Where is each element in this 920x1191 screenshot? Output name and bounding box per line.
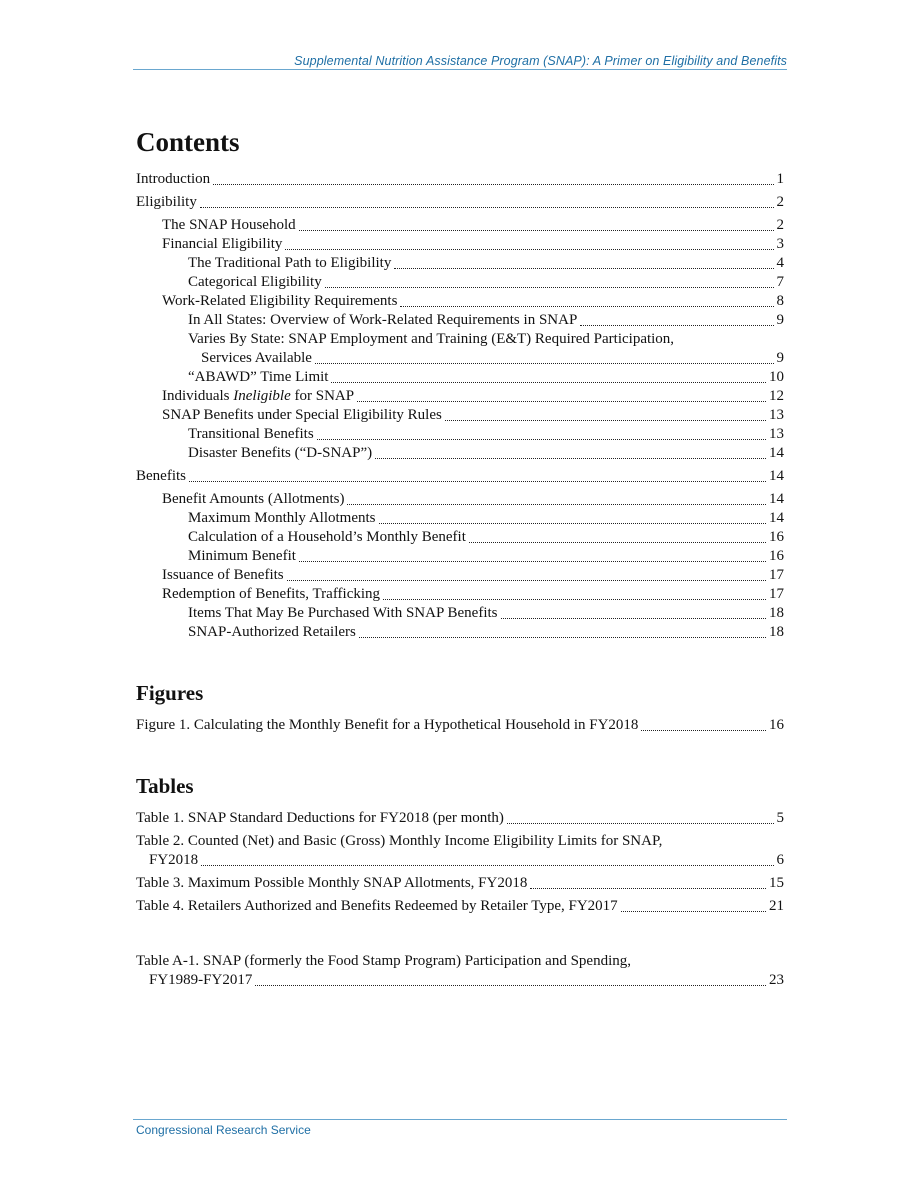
toc-entry-title: Categorical Eligibility [188,274,322,290]
toc-entry-title: “ABAWD” Time Limit [188,369,329,385]
toc-entry-transitional-benefits[interactable] [136,425,784,444]
toc-entry-benefit-amounts[interactable] [136,490,784,509]
toc-entry-continuation [136,851,784,870]
dot-leader [285,249,773,250]
table-of-contents [136,122,784,990]
footer-rule [133,1119,787,1120]
dot-leader [359,637,766,638]
toc-entry-work-related-requirements[interactable] [136,292,784,311]
dot-leader [255,985,766,986]
toc-entry-disaster-benefits[interactable] [136,444,784,463]
toc-entry-title: Transitional Benefits [188,426,314,442]
toc-entry-title-line1: Table A-1. SNAP (formerly the Food Stamp Program) Participation and Spending, [136,953,631,969]
toc-entry-page: 14 [769,445,784,461]
toc-entry-title: Introduction [136,171,211,187]
toc-entry-page: 5 [776,810,784,826]
toc-entry-page: 16 [769,529,784,545]
dot-leader [530,888,766,889]
contents-heading: Contents [136,127,240,157]
toc-entry-title: Eligibility [136,194,197,210]
toc-entry-title: Items That May Be Purchased With SNAP Benefits [188,605,498,621]
toc-entry-page: 9 [776,312,784,328]
dot-leader [201,865,773,866]
tables-heading: Tables [136,774,194,798]
toc-entry-in-all-states[interactable] [136,311,784,330]
toc-entry-introduction[interactable] [136,170,784,189]
toc-entry-table-a1[interactable] [136,952,784,990]
dot-leader [621,911,766,912]
toc-entry-eligibility[interactable] [136,193,784,212]
toc-entry-title: SNAP-Authorized Retailers [188,624,356,640]
toc-entry-title: Table 4. Retailers Authorized and Benefits Redeemed by Retailer Type, FY2017 [136,898,618,914]
toc-entry-page: 13 [769,407,784,423]
dot-leader [501,618,767,619]
dot-leader [445,420,766,421]
dot-leader [375,458,766,459]
toc-entry-calculation-of-benefit[interactable] [136,528,784,547]
toc-entry-items-purchased[interactable] [136,604,784,623]
toc-entry-page: 21 [769,898,784,914]
toc-entry-page: 12 [769,388,784,404]
toc-entry-title: The SNAP Household [162,217,296,233]
dot-leader [189,481,766,482]
toc-entry-table-3[interactable] [136,874,784,893]
toc-entry-title: In All States: Overview of Work-Related Requirements in SNAP [188,312,578,328]
figures-heading: Figures [136,681,204,705]
toc-entry-redemption-trafficking[interactable] [136,585,784,604]
running-header: Supplemental Nutrition Assistance Program (SNAP): A Primer on Eligibility and Benefits [294,54,787,68]
dot-leader [580,325,773,326]
toc-entry-title: The Traditional Path to Eligibility [188,255,392,271]
dot-leader [383,599,766,600]
toc-entry-special-eligibility-rules[interactable] [136,406,784,425]
toc-entry-table-2[interactable] [136,832,784,870]
toc-entry-table-4[interactable] [136,897,784,916]
toc-entry-title-line1: Table 2. Counted (Net) and Basic (Gross) Monthly Income Eligibility Limits for SNAP, [136,833,663,849]
toc-entry-page: 18 [769,605,784,621]
toc-entry-continuation [188,349,784,368]
toc-entry-page: 2 [776,194,784,210]
toc-entry-title: Calculation of a Household’s Monthly Benefit [188,529,466,545]
toc-entry-authorized-retailers[interactable] [136,623,784,642]
toc-entry-continuation [136,971,784,990]
toc-entry-title: Figure 1. Calculating the Monthly Benefit for a Hypothetical Household in FY2018 [136,717,639,733]
toc-entry-snap-household[interactable] [136,216,784,235]
toc-entry-title: Table 1. SNAP Standard Deductions for FY2018 (per month) [136,810,504,826]
toc-entry-title-line1: Varies By State: SNAP Employment and Training (E&T) Required Participation, [188,331,675,347]
toc-entry-title-line2: Services Available [201,350,312,366]
dot-leader [317,439,766,440]
toc-entry-title: Financial Eligibility [162,236,283,252]
toc-entry-figure-1[interactable] [136,716,784,735]
dot-leader [200,207,774,208]
toc-entry-page: 17 [769,567,784,583]
dot-leader [331,382,766,383]
toc-entry-individuals-ineligible[interactable] [136,387,784,406]
dot-leader [394,268,773,269]
dot-leader [469,542,766,543]
toc-entry-page: 17 [769,586,784,602]
toc-entry-page: 14 [769,510,784,526]
toc-entry-maximum-monthly-allotments[interactable] [136,509,784,528]
toc-entry-page: 1 [776,171,784,187]
toc-entry-title: Maximum Monthly Allotments [188,510,376,526]
dot-leader [213,184,773,185]
toc-entry-issuance-of-benefits[interactable] [136,566,784,585]
dot-leader [357,401,766,402]
title-suffix: for SNAP [290,388,355,404]
dot-leader [299,230,774,231]
toc-entry-title: Minimum Benefit [188,548,296,564]
title-prefix: Individuals [162,388,234,404]
dot-leader [641,730,766,731]
dot-leader [325,287,774,288]
toc-entry-title: Benefit Amounts (Allotments) [162,491,345,507]
dot-leader [379,523,766,524]
toc-entry-page: 14 [769,491,784,507]
toc-entry-title-line2: FY2018 [149,852,199,868]
toc-entry-title: Disaster Benefits (“D-SNAP”) [188,445,373,461]
dot-leader [287,580,766,581]
toc-entry-title: Table 3. Maximum Possible Monthly SNAP Allotments, FY2018 [136,875,528,891]
toc-entry-title-line2: FY1989-FY2017 [149,972,253,988]
toc-entry-page: 7 [776,274,784,290]
toc-entry-page: 13 [769,426,784,442]
dot-leader [347,504,766,505]
toc-entry-title [162,387,354,406]
dot-leader [315,363,774,364]
toc-entry-page: 3 [776,236,784,252]
toc-entry-title: Redemption of Benefits, Trafficking [162,586,381,602]
toc-entry-page: 9 [776,350,784,366]
toc-entry-varies-by-state[interactable] [136,330,784,368]
toc-entry-page: 6 [776,852,784,868]
header-rule [133,69,787,70]
toc-entry-traditional-path[interactable] [136,254,784,273]
toc-entry-abawd-time-limit[interactable] [136,368,784,387]
running-footer: Congressional Research Service [136,1123,311,1137]
toc-entry-title: SNAP Benefits under Special Eligibility Rules [162,407,442,423]
toc-entry-page: 16 [769,548,784,564]
toc-entry-table-1[interactable] [136,809,784,828]
toc-entry-page: 2 [776,217,784,233]
toc-entry-minimum-benefit[interactable] [136,547,784,566]
toc-entry-page: 23 [769,972,784,988]
toc-entry-title: Work-Related Eligibility Requirements [162,293,398,309]
toc-entry-page: 18 [769,624,784,640]
dot-leader [507,823,774,824]
toc-entry-page: 8 [776,293,784,309]
title-emphasis: Ineligible [233,388,291,404]
toc-entry-categorical-eligibility[interactable] [136,273,784,292]
toc-entry-page: 15 [769,875,784,891]
toc-entry-page: 16 [769,717,784,733]
toc-entry-benefits[interactable] [136,467,784,486]
dot-leader [400,306,773,307]
dot-leader [299,561,766,562]
toc-entry-financial-eligibility[interactable] [136,235,784,254]
toc-entry-page: 4 [776,255,784,271]
toc-entry-page: 14 [769,468,784,484]
toc-entry-title: Issuance of Benefits [162,567,284,583]
toc-entry-page: 10 [769,369,784,385]
toc-entry-title: Benefits [136,468,186,484]
